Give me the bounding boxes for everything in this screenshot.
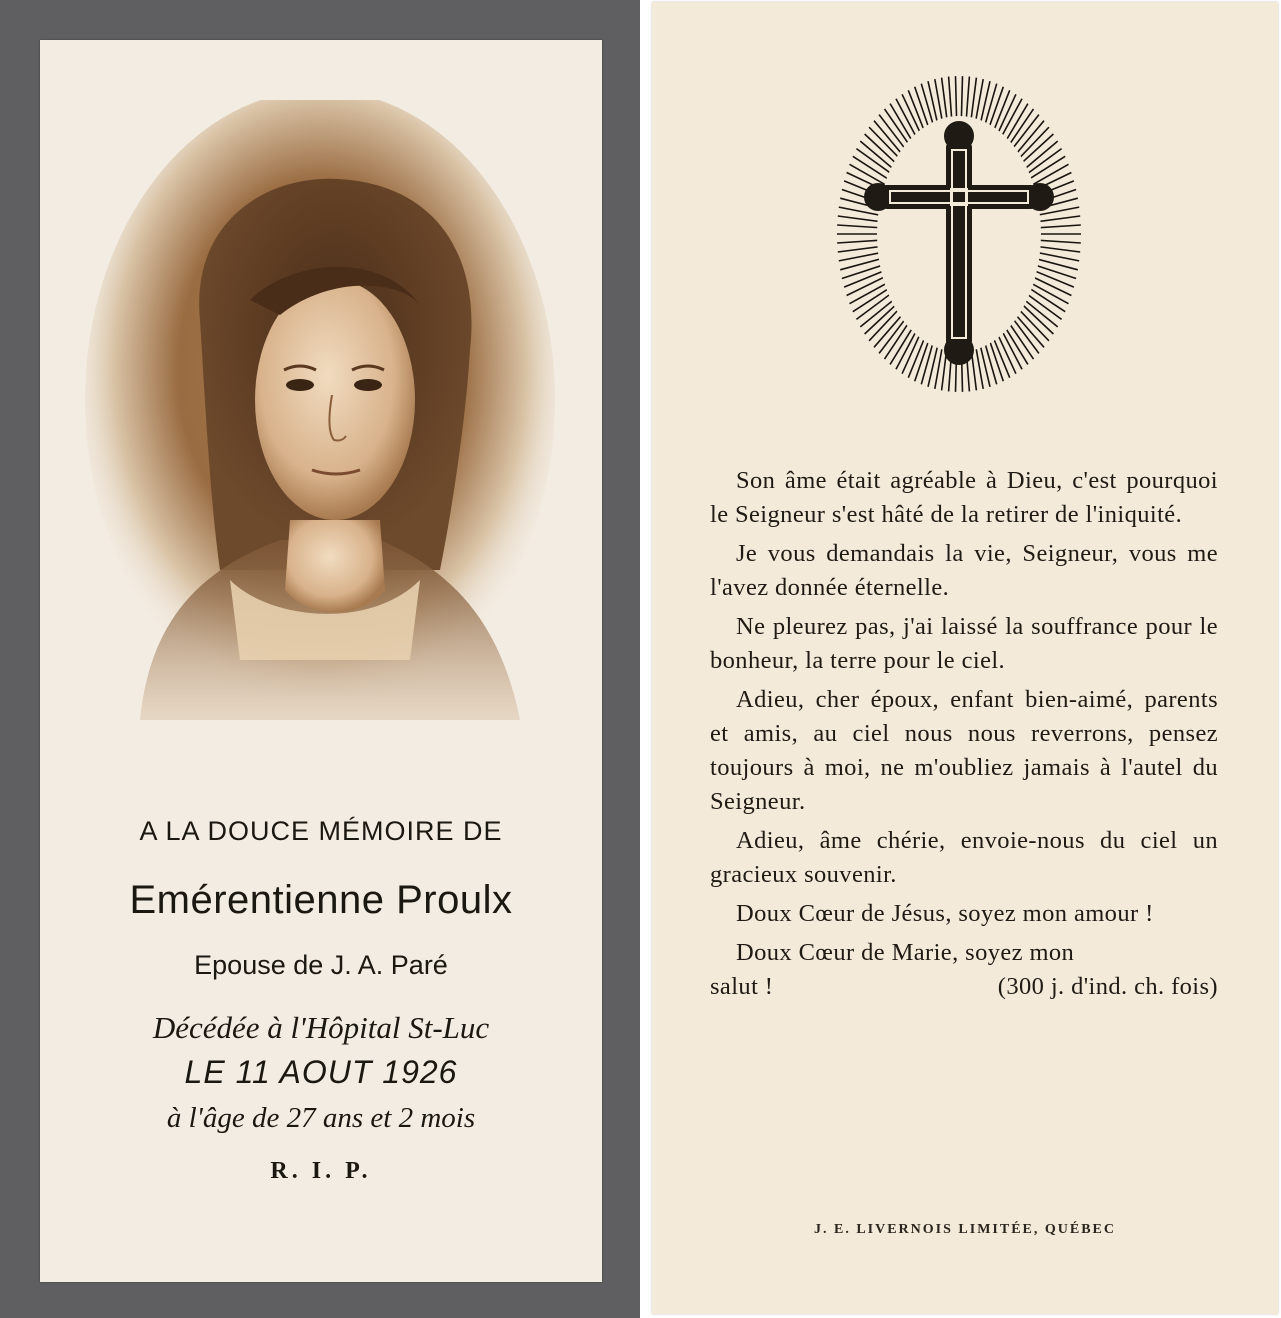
death-date: LE 11 AOUT 1926 (184, 1054, 458, 1090)
indulgence-note: (300 j. d'ind. ch. fois) (997, 973, 1218, 1000)
prayer-text (710, 464, 1218, 1004)
card-mount (0, 0, 640, 1318)
prayer-paragraph: Je vous demandais la vie, Seigneur, vous me l'avez donnée éternelle. (710, 540, 1218, 601)
memorial-card-back (652, 2, 1278, 1314)
left-eye (286, 379, 314, 391)
deceased-name: Emérentienne Proulx (129, 878, 513, 922)
prayer-paragraph: Son âme était agréable à Dieu, c'est pourquoi le Seigneur s'est hâté de la retirer de l'iniquité. (710, 467, 1218, 528)
prayer-paragraph: Adieu, âme chérie, envoie-nous du ciel un gracieux souvenir. (710, 827, 1218, 888)
cross-icon (834, 74, 1084, 394)
spouse-line: Epouse de J. A. Paré (194, 950, 448, 980)
memorial-heading: A LA DOUCE MÉMOIRE DE (139, 816, 503, 846)
memorial-card-front (40, 40, 602, 1282)
portrait-photo (80, 100, 560, 720)
age-line: à l'âge de 27 ans et 2 mois (166, 1102, 476, 1134)
face (255, 280, 415, 520)
final-line (710, 970, 1218, 1004)
right-eye (354, 379, 382, 391)
rip-text: R. I. P. (270, 1158, 372, 1184)
printer-credit: J. E. LIVERNOIS LIMITÉE, QUÉBEC (813, 1222, 1116, 1237)
salut-text: salut ! (710, 973, 774, 1000)
death-place: Décédée à l'Hôpital St-Luc (152, 1010, 490, 1045)
prayer-paragraph: Doux Cœur de Marie, soyez mon (736, 939, 1075, 966)
prayer-paragraph: Ne pleurez pas, j'ai laissé la souffrance pour le bonheur, la terre pour le ciel. (710, 613, 1218, 674)
prayer-paragraph: Adieu, cher époux, enfant bien-aimé, parents et amis, au ciel nous nous reverrons, pensez toujours à moi, ne m'oubliez jamais à l'autel du Seigneur. (710, 686, 1218, 815)
prayer-paragraph: Doux Cœur de Jésus, soyez mon amour ! (736, 900, 1154, 927)
